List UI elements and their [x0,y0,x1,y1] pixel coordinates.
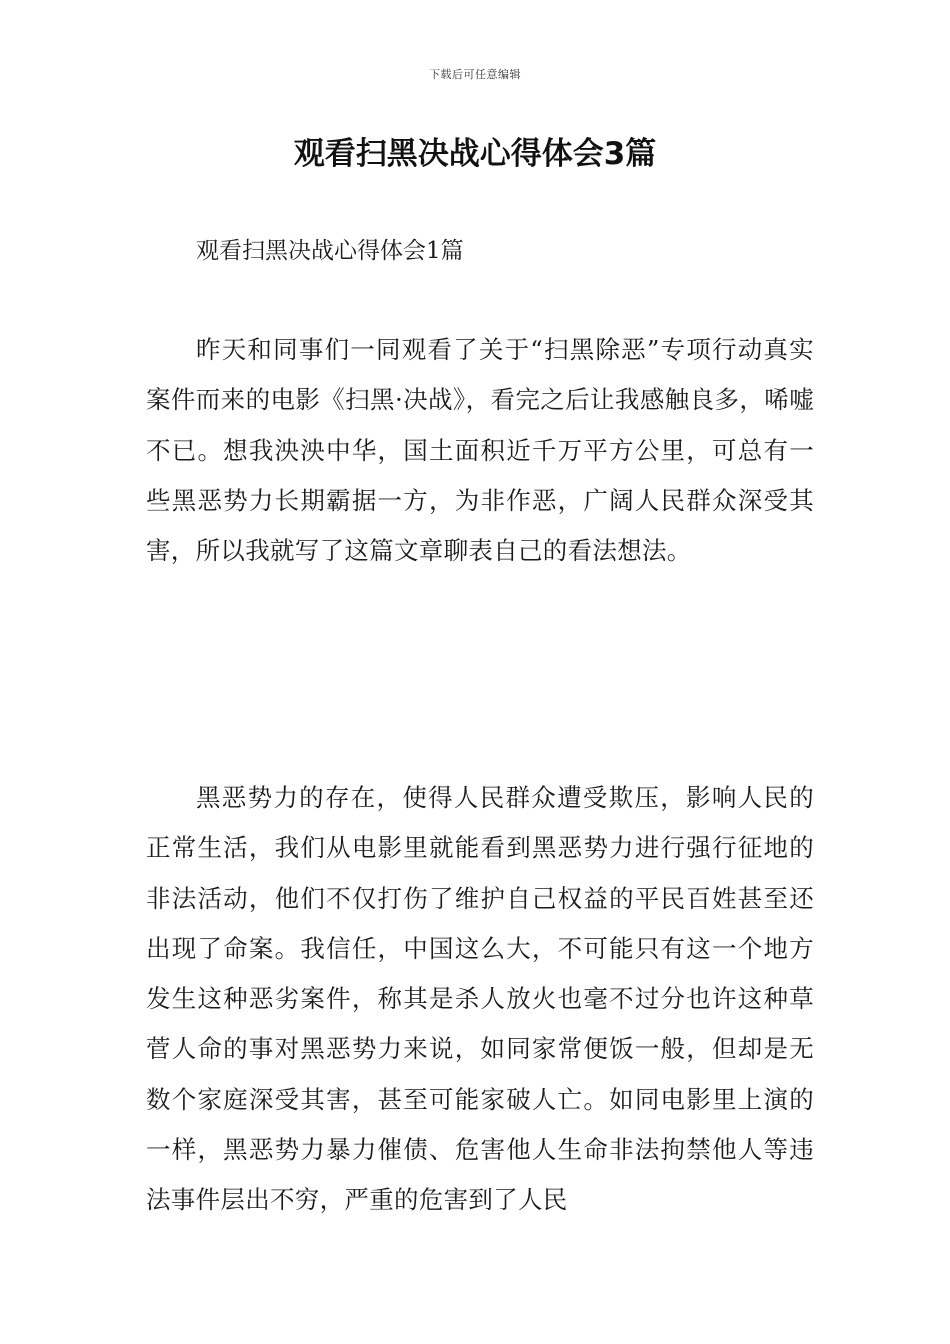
download-note: 下载后可任意编辑 [429,68,521,81]
section-heading: 观看扫黑决战心得体会1篇 [196,238,464,264]
body-paragraph-2: 黑恶势力的存在，使得人民群众遭受欺压，影响人民的正常生活，我们从电影里就能看到黑恶势力进行强行征地的非法活动，他们不仅打伤了维护自己权益的平民百姓甚至还出现了命案。我信任，中国这么大，不可能只有这一个地方发生这种恶劣案件，称其是杀人放火也毫不过分也许这种草菅人命的事对黑恶势力来说，如同家常便饭一般，但却是无数个家庭深受其害，甚至可能家破人亡。如同电影里上演的一样，黑恶势力暴力催债、危害他人生命非法拘禁他人等违法事件层出不穷，严重的危害到了人民 [146,783,814,1215]
body-paragraph-1: 昨天和同事们一同观看了关于“扫黑除恶”专项行动真实案件而来的电影《扫黑·决战》，看完之后让我感触良多，唏嘘不已。想我泱泱中华，国土面积近千万平方公里，可总有一些黑恶势力长期霸据一方，为非作恶，广阔人民群众深受其害，所以我就写了这篇文章聊表自己的看法想法。 [146,335,814,566]
document-title: 观看扫黑决战心得体会3篇 [293,136,657,172]
